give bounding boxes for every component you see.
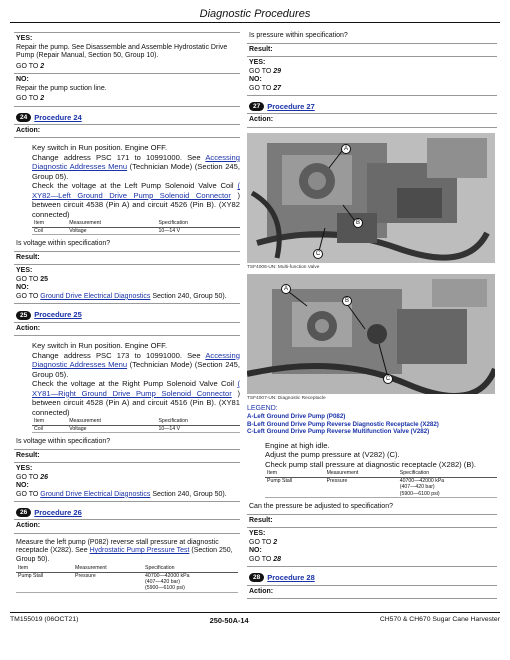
spec-table: Item Measurement Specification Pump Stall Pressure 40700—42000 kPa (407—420 bar) (5900—6100 psi): [265, 470, 497, 498]
spec-table: Item Measurement Specification Coil Voltage 10—14 V: [32, 418, 240, 433]
result-no-block: [14, 74, 240, 107]
action-label: Action:: [247, 585, 497, 600]
figure-caption: TSF4006-UN: Multi-function Valve: [247, 264, 320, 270]
footer-doc-id: TM155019 (06OCT21): [10, 616, 79, 623]
yes-label: YES:: [16, 35, 33, 42]
table-row: Coil Voltage 10—14 V: [32, 425, 240, 433]
result-label: Result:: [14, 251, 240, 266]
procedure-title[interactable]: Procedure 27: [267, 102, 315, 112]
table-row: (407—420 bar): [399, 484, 435, 491]
callout-a: A: [281, 284, 291, 294]
action-text: Key switch in Run position. Engine OFF. Change address PSC 173 to 10991000. See Accessing Diagnostic Addresses Menu (Technician Mode) (Section 245, Group 05). Check the voltage at the Right Pump Solenoid Valve Coil ( XY81—Right Ground Drive Pump Solenoid Connector ) between circuit 4528 (Pin A) and circuit 4516 (Pin B). (XY81 connected) Item Measurement Specification Coil Voltage 10—14 V: [32, 341, 240, 432]
procedure-number-badge: 25: [16, 311, 31, 320]
goto-step[interactable]: 2: [40, 62, 45, 70]
procedure-28-heading: [249, 573, 497, 582]
procedure-number-badge: 28: [249, 573, 264, 582]
goto-line: GO TO 2: [16, 62, 45, 70]
diagnostic-receptacle-photo: [247, 274, 495, 394]
legend-item: C-Left Ground Drive Pump Reverse Multifunction Valve (V282): [247, 428, 430, 436]
link-ground-drive-electrical-diagnostics[interactable]: Ground Drive Electrical Diagnostics: [40, 292, 151, 300]
action-label: Action:: [14, 519, 240, 534]
action-text: Key switch in Run position. Engine OFF. Change address PSC 171 to 10991000. See Accessing Diagnostic Addresses Menu (Technician Mode) (Section 245, Group 05). Check the voltage at the Left Pump Solenoid Valve Coil ( XY82—Left Ground Drive Pump Solenoid Connector ) between circuit 4538 (Pin A) and circuit 4526 (Pin B). (XY82 connected) Item Measurement Specification Coil Voltage 10—14 V: [32, 143, 240, 234]
link-ground-drive-electrical-diagnostics[interactable]: Ground Drive Electrical Diagnostics: [40, 490, 151, 498]
link-connector-xy82[interactable]: ( XY82—Left Ground Drive Pump Solenoid Connector: [32, 181, 240, 200]
page-header: [10, 6, 500, 23]
goto-line: GO TO 2: [16, 95, 45, 103]
page-title: Diagnostic Procedures: [199, 8, 311, 20]
goto-step[interactable]: 25: [40, 275, 49, 283]
figure-caption: TSF4007-UN: Diagnostic Receptacle: [247, 395, 326, 401]
procedure-title[interactable]: Procedure 28: [267, 573, 315, 583]
action-label: Action:: [247, 113, 497, 128]
spec-table: Item Measurement Specification Pump Stall Pressure 40700—42000 kPa (407—420 bar) (5900—6100 psi): [16, 565, 238, 592]
result-label: Result:: [14, 449, 240, 464]
procedure-title[interactable]: Procedure 26: [34, 508, 82, 518]
procedure-number-badge: 26: [16, 508, 31, 517]
procedure-26-heading: [16, 508, 240, 517]
procedure-number-badge: 27: [249, 102, 264, 111]
table-row: Pump Stall Pressure 40700—42000 kPa: [267, 477, 445, 484]
procedure-title[interactable]: Procedure 24: [34, 112, 82, 122]
action-text: Engine at high idle. Adjust the pump pressure at (V282) (C). Check pump stall pressure at diagnostic receptacle (X282) (B). Item Measurement Specification Pump Stall Pressure 40700—42000 kPa (407—420 bar) (5900—6100 psi): [247, 441, 497, 498]
result-block: YES: GO TO 2 NO: GO TO 28: [247, 528, 497, 567]
spec-table: Item Measurement Specification Coil Voltage 10—14 V: [32, 220, 240, 235]
procedure-25-heading: [16, 310, 240, 319]
table-row: (5900—6100 psi): [265, 491, 497, 498]
question: Is voltage within specification?: [16, 438, 111, 445]
footer-page-number: 250-50A-14: [209, 616, 249, 625]
question: Can the pressure be adjusted to specification?: [249, 503, 393, 511]
link-accessing-diagnostic-addresses[interactable]: Accessing Diagnostic Addresses Menu: [32, 152, 240, 172]
result-label: Result:: [247, 43, 497, 58]
table-row: Coil Voltage 10—14 V: [32, 227, 240, 235]
goto-step[interactable]: 2: [273, 538, 278, 546]
question: Is voltage within specification?: [16, 240, 111, 248]
procedure-27-heading: [249, 102, 497, 111]
table-row: (407—420 bar): [145, 579, 180, 586]
action-text: Measure the left pump (P082) reverse stall pressure at diagnostic receptacle (X282). See Hydrostatic Pump Pressure Test (Section 250, Group 50). Item Measurement Specification Pump Stall Pressure 40700—42000 kPa (407—420 bar) (5900—6100 psi): [14, 539, 240, 593]
procedure-number-badge: 24: [16, 113, 31, 122]
yes-text: Repair the pump. See Disassemble and Assemble Hydrostatic Drive Pump (Repair Manual, Section 50, Group 10).: [16, 43, 228, 60]
right-column: [247, 32, 497, 600]
result-yes-block: YES: GO TO 26 NO: GO TO Ground Drive Electrical Diagnostics Section 240, Group 50).: [14, 463, 240, 502]
callout-b: B: [342, 296, 352, 306]
legend-item: B-Left Ground Drive Pump Reverse Diagnostic Receptacle (X282): [247, 420, 439, 428]
action-label: Action:: [14, 322, 240, 337]
goto-step[interactable]: 28: [273, 555, 282, 563]
goto-step[interactable]: 27: [273, 84, 282, 92]
no-text: Repair the pump suction line.: [16, 84, 107, 92]
link-hydrostatic-pump-pressure-test[interactable]: Hydrostatic Pump Pressure Test: [89, 547, 190, 555]
result-label: Result:: [247, 514, 497, 529]
result-block: YES: GO TO 29 NO: GO TO 27: [247, 57, 497, 96]
goto-step[interactable]: 2: [40, 95, 45, 103]
table-row: Pump Stall Pressure 40700—42000 kPa: [18, 572, 190, 579]
procedure-title[interactable]: Procedure 25: [34, 310, 82, 320]
action-label: Action:: [14, 124, 240, 139]
callout-c: C: [383, 374, 393, 384]
page-footer: [10, 612, 500, 625]
goto-step[interactable]: 29: [273, 67, 282, 75]
legend-title: LEGEND:: [247, 404, 278, 412]
result-yes-block: [14, 32, 240, 74]
result-yes-block: YES: GO TO 25 NO: GO TO Ground Drive Electrical Diagnostics Section 240, Group 50).: [14, 265, 240, 304]
callout-c: C: [313, 249, 323, 259]
no-label: NO:: [16, 76, 29, 84]
footer-product: CH570 & CH670 Sugar Cane Harvester: [379, 616, 500, 623]
link-connector-xy81[interactable]: ( XY81—Right Ground Drive Pump Solenoid Connector: [32, 379, 240, 398]
legend: [247, 405, 497, 436]
question: Is pressure within specification?: [249, 32, 348, 39]
callout-a: A: [341, 144, 351, 154]
multi-function-valve-photo: [247, 133, 495, 263]
goto-step[interactable]: 26: [40, 473, 49, 481]
procedure-24-heading: [16, 113, 240, 122]
table-row: (5900—6100 psi): [16, 585, 238, 592]
legend-item: A-Left Ground Drive Pump (P082): [247, 413, 346, 421]
link-accessing-diagnostic-addresses[interactable]: Accessing Diagnostic Addresses Menu: [32, 350, 240, 370]
left-column: [14, 32, 240, 600]
callout-b: B: [353, 218, 363, 228]
